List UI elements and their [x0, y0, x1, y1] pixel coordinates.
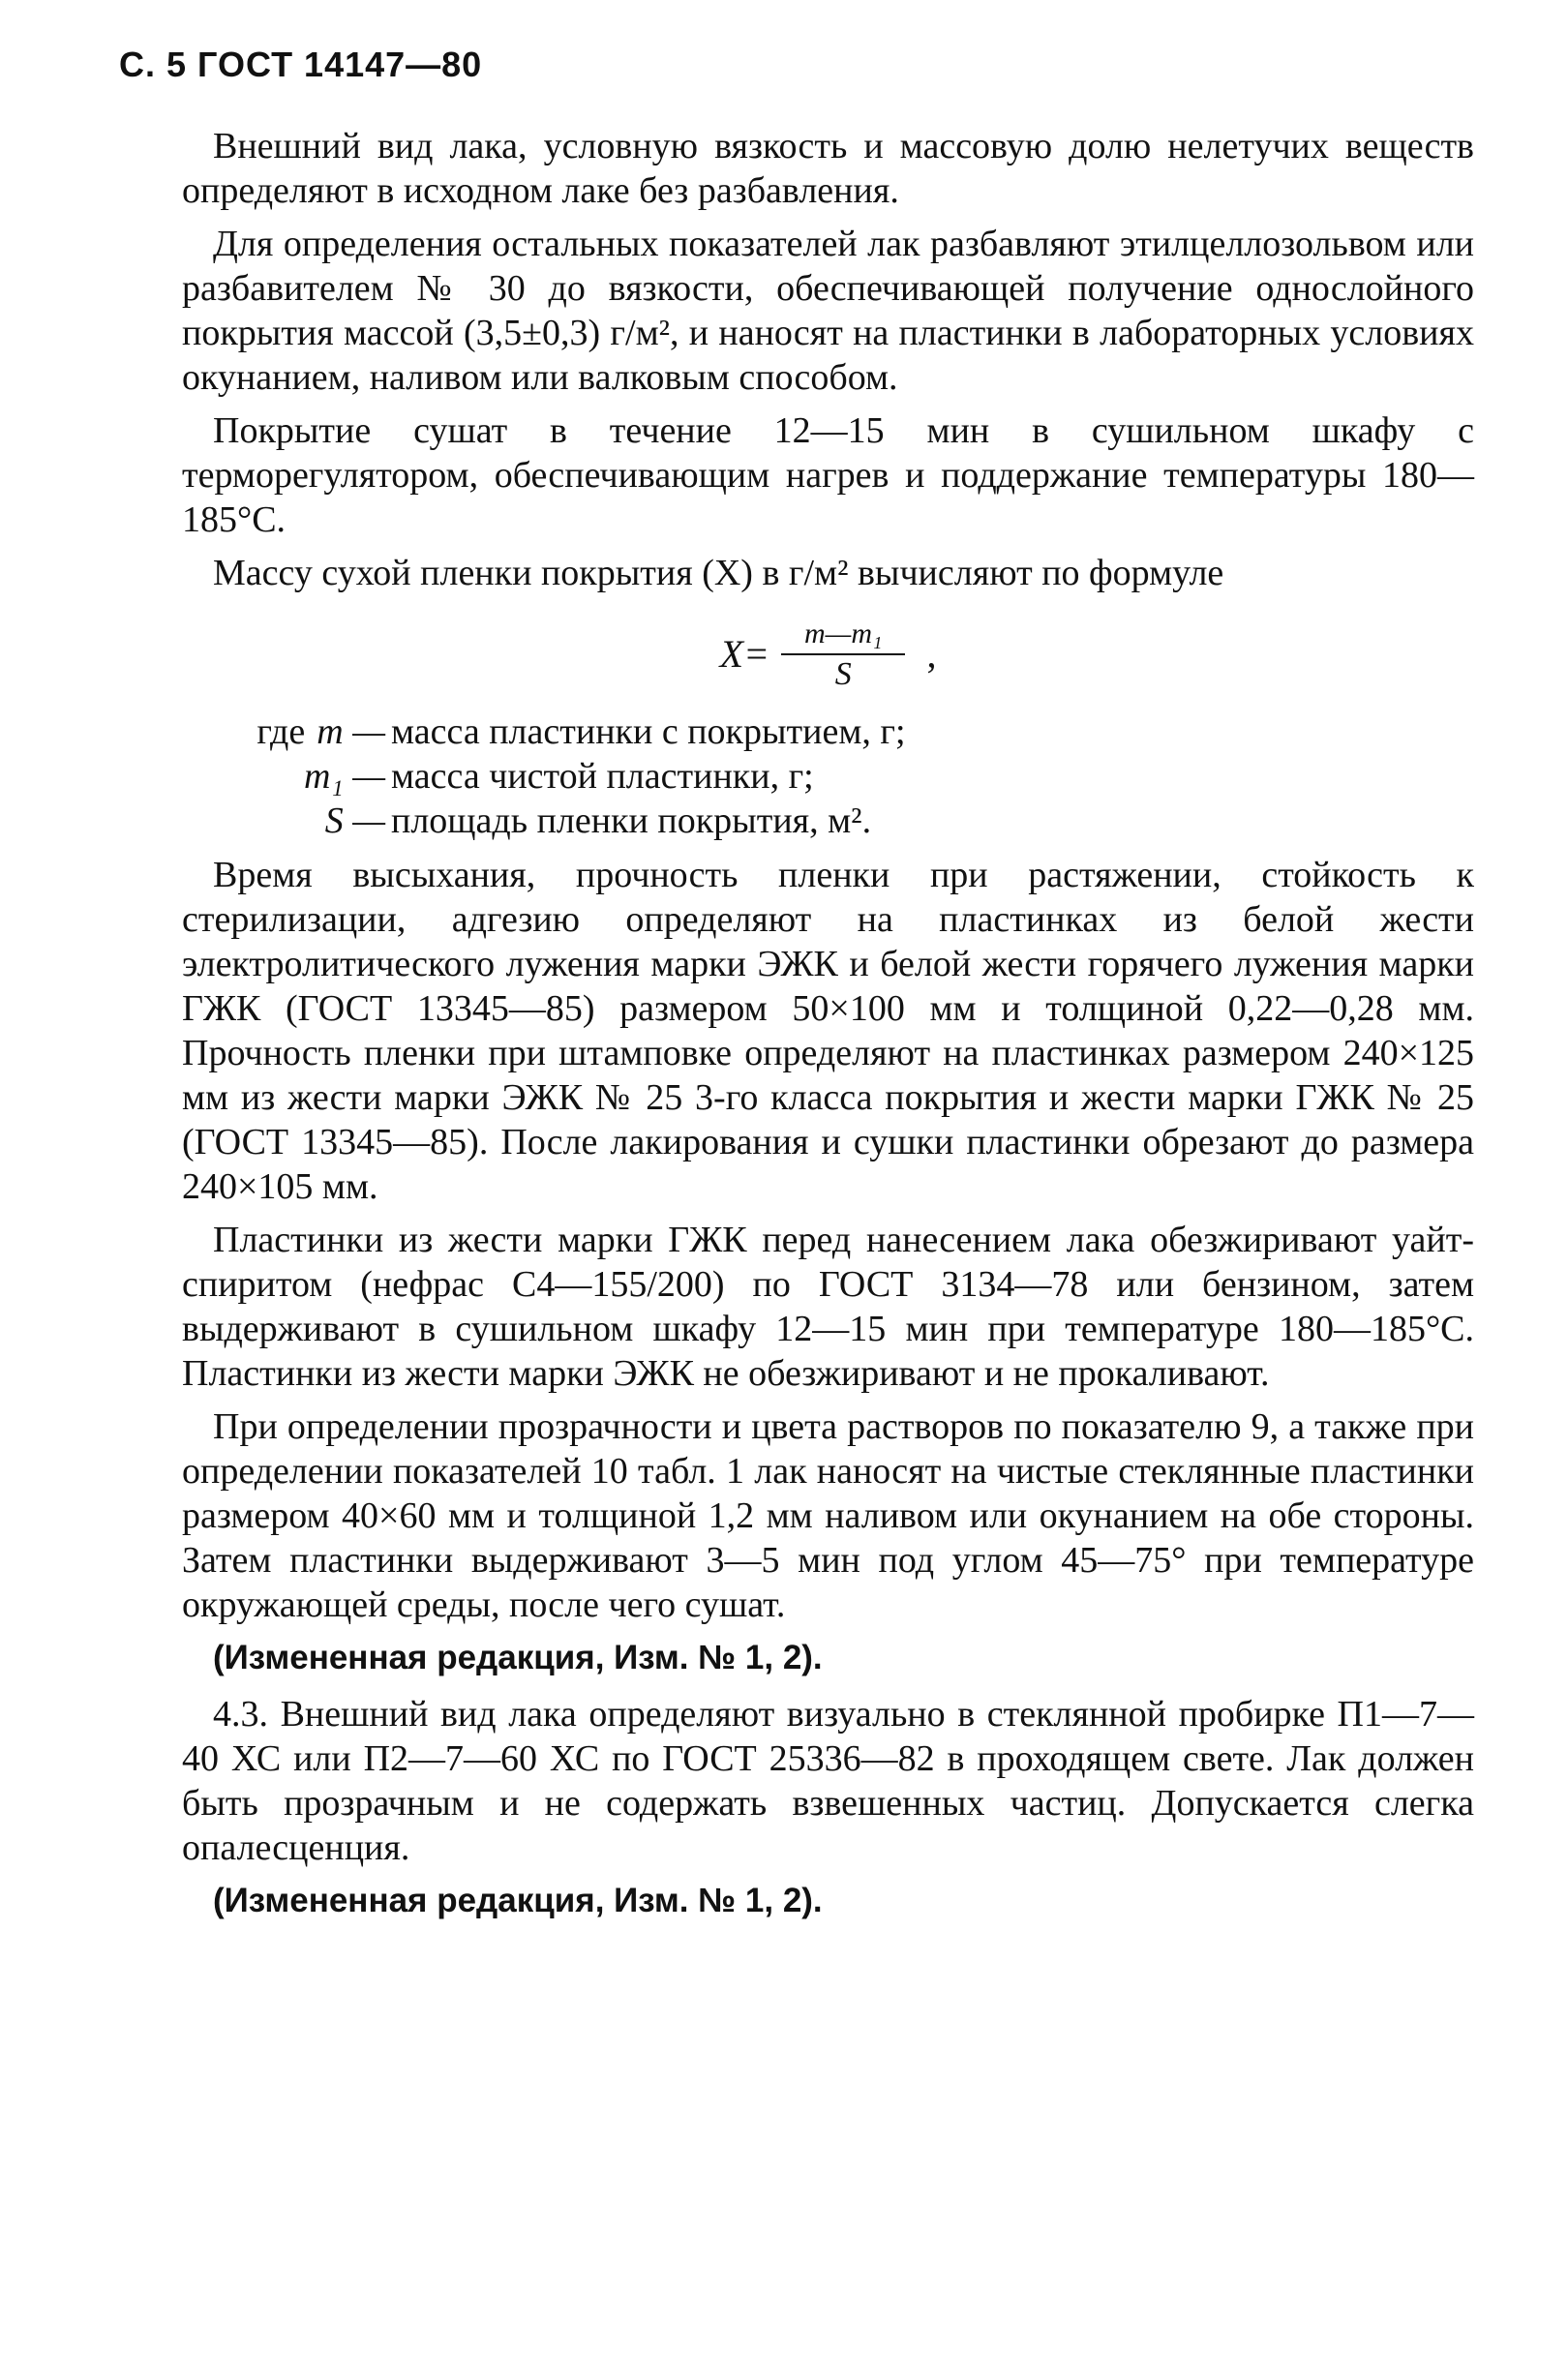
paragraph-dilution: Для определения остальных показателей лак разбавляют этилцеллозольвом или разбавителем № 30 до вязкости, обеспечивающей получение однослойного покрытия массой (3,5±0,3) г/м², и наносят на пластинки в лабораторных условиях окунанием, наливом или валковым способом. [182, 224, 1474, 398]
definition-lead: где [256, 711, 306, 752]
definition-symbol: S — [324, 800, 385, 841]
running-header: С. 5 ГОСТ 14147—80 [119, 45, 483, 84]
definition-text: масса пластинки с покрытием, г; [391, 711, 906, 752]
definition-text: площадь пленки покрытия, м². [391, 800, 872, 841]
paragraph-film-mass: Массу сухой пленки покрытия (X) в г/м² вычисляют по формуле [213, 553, 1224, 593]
formula-lhs: X= [719, 632, 769, 676]
paragraph-transparency: При определении прозрачности и цвета растворов по показателю 9, а также при определении показателей 10 табл. 1 лак наносят на чистые стеклянные пластинки размером 40×60 мм и толщиной 1,2 мм наливом или окунанием на обе стороны. Затем пластинки выдерживают 3—5 мин под углом 45—75° при температуре окружающей среды, после чего сушат. [182, 1406, 1474, 1625]
definition-symbol: m — [317, 711, 385, 752]
film-mass-formula [182, 605, 1474, 704]
definition-row [182, 799, 1474, 843]
paragraph-drying: Покрытие сушат в течение 12—15 мин в сушильном шкафу с терморегулятором, обеспечивающим нагрев и поддержание температуры 180—185°С. [182, 410, 1474, 540]
document-body [182, 124, 1474, 1935]
definition-row [182, 709, 1474, 754]
paragraph-degreasing: Пластинки из жести марки ГЖК перед нанесением лака обезжиривают уайт-спиритом (нефрас С4—155/200) по ГОСТ 3134—78 или бензином, затем выдерживают в сушильном шкафу 12—15 мин при температуре 180—185°С. Пластинки из жести марки ЭЖК не обезжиривают и не прокаливают. [182, 1220, 1474, 1394]
formula-numerator: m—m₁ [781, 615, 905, 655]
paragraph-appearance: Внешний вид лака, условную вязкость и массовую долю нелетучих веществ определяют в исходном лаке без разбавления. [182, 126, 1474, 211]
section-4-3: 4.3. Внешний вид лака определяют визуально в стеклянной пробирке П1—7—40 ХС или П2—7—60 ХС по ГОСТ 25336—82 в проходящем свете. Лак должен быть прозрачным и не содержать взвешенных частиц. Допускается слегка опалесценция. [182, 1694, 1474, 1868]
formula-trail: , [926, 632, 937, 676]
paragraph-test-plates: Время высыхания, прочность пленки при растяжении, стойкость к стерилизации, адгезию определяют на пластинках из белой жести электролитического лужения марки ЭЖК и белой жести горячего лужения марки ГЖК (ГОСТ 13345—85) размером 50×100 мм и толщиной 0,22—0,28 мм. Прочность пленки при штамповке определяют на пластинках размером 240×125 мм из жести марки ЭЖК № 25 3-го класса покрытия и жести марки ГЖК № 25 (ГОСТ 13345—85). После лакирования и сушки пластинки обрезают до размера 240×105 мм. [182, 855, 1474, 1207]
definition-symbol: m₁ — [304, 756, 385, 797]
definition-text: масса чистой пластинки, г; [391, 756, 814, 797]
formula-definitions [182, 709, 1474, 843]
formula-fraction [781, 615, 905, 694]
formula-denominator: S [834, 656, 852, 692]
definition-row [182, 754, 1474, 799]
edit-note: (Измененная редакция, Изм. № 1, 2). [213, 1639, 823, 1676]
edit-note: (Измененная редакция, Изм. № 1, 2). [213, 1882, 823, 1919]
